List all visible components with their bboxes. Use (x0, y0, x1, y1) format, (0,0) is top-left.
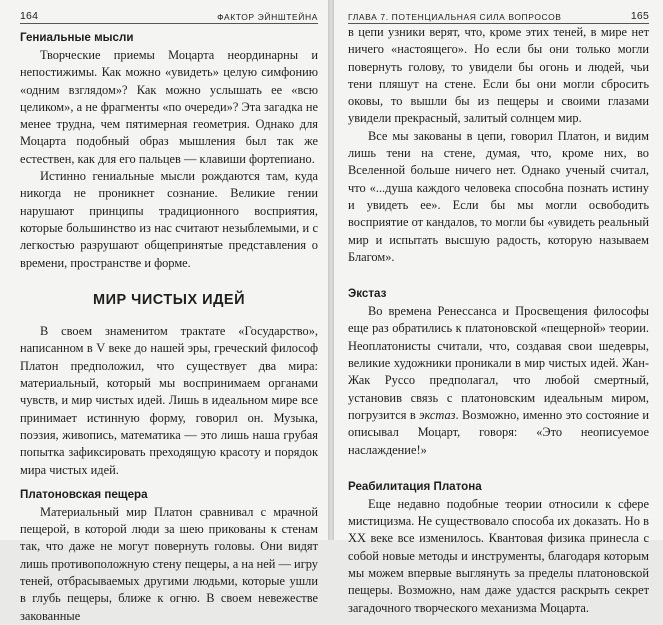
subhead-ecstasy: Экстаз (348, 287, 387, 301)
subhead-genius-thoughts: Гениальные мысли (20, 31, 134, 44)
text-run: . Возможно, именно это состояние и описывал Моцарт, говоря: «Это неописуемое наслаждение!» (348, 407, 649, 457)
right-running-head (348, 6, 649, 24)
running-head-title: ГЛАВА 7. ПОТЕНЦИАЛЬНАЯ СИЛА ВОПРОСОВ (348, 12, 562, 22)
subhead-plato-rehabilitation: Реабилитация Платона (348, 479, 482, 493)
left-running-head (20, 6, 318, 24)
section-title: МИР ЧИСТЫХ ИДЕЙ (92, 291, 246, 308)
left-page-body (20, 30, 318, 625)
page-number: 165 (630, 10, 649, 22)
text-run: Во времена Ренессанса и Просвещения философы еще раз обратились к платоновской «пещерной» теории. Неоплатонисты считали, что, создавая свои шедевры, великие художники проникали в мир чистых идей. Жан-Жак Руссо предполагал, что любой смертный, установив связь с платоновским идеальным миром, погрузится в (348, 304, 649, 422)
page-number: 164 (20, 10, 39, 22)
running-head-title: ФАКТОР ЭЙНШТЕЙНА (217, 12, 318, 22)
right-page (334, 0, 663, 615)
right-page-body (348, 24, 649, 617)
left-page (0, 0, 328, 623)
emphasis: экстаз (419, 407, 456, 422)
paragraph: Творческие приемы Моцарта неординарны и непостижимы. Как можно «увидеть» целую симфонию «одним взглядом»? Как можно услышать ее «всю целиком», а не фрагменты «по очереди»? Эта загадка не менее трудна, чем пятимерная геометрия. Однако для Моцарта подобный образ мышления был так же естествен, как для его пальцев — клавиши фортепиано. (20, 48, 318, 166)
paragraph: в цепи узники верят, что, кроме этих теней, в мире нет ничего «настоящего». Но если бы они только могли повернуть голову, то увидели бы огонь и людей, чьи тени пляшут на стене. Если бы они могли сбросить оковы, то вышли бы из пещеры и своими глазами увидели прекрасный, залитый солнцем мир. (348, 25, 649, 126)
paragraph: Еще недавно подобные теории относили к сфере мистицизма. Не существовало способа их доказать. Но в XX веке все изменилось. Квантовая физика принесла с собой новые методы и инструменты, благодаря которым мы можем впервые выглянуть за пределы платоновской пещеры. Возможно, нам даже удастся раскрыть секрет загадочного творческого механизма Моцарта. (348, 496, 649, 615)
paragraph: Истинно гениальные мысли рождаются там, куда никогда не проникнет сознание. Великие гении нарушают принципы традиционного восприятия, которые большинство из нас считают незыблемыми, и с легкостью разрушают общепринятые представления о времени, пространстве и форме. (20, 169, 318, 270)
paragraph: Все мы закованы в цепи, говорил Платон, и видим лишь тени на стене, думая, что, кроме них, во Вселенной больше ничего нет. Однако ученый считал, что «...душа каждого человека способна познать истину и увидеть ее». Если бы мы могли освободить восприятие от кандалов, то могли бы «увидеть реальный мир и испытать высшую радость, которую называем Благом». (348, 128, 649, 264)
paragraph: Материальный мир Платон сравнивал с мрачной пещерой, в которой люди за шею прикованы к стенам так, что даже не могут повернуть головы. Они видят лишь противоположную стену пещеры, а на ней — игру теней, отбрасываемых другими людьми, которые ушли в глубь пещеры, ближе к огню. В своем невежестве закованные (20, 504, 318, 623)
paragraph: В своем знаменитом трактате «Государство», написанном в V веке до нашей эры, греческий философ Платон предположил, что существует два мира: материальный, который мы воспринимаем органами чувств, и мир чистых идей. Лишь в идеальном мире все принимает истинную форму, говорил он. Музыка, поэзия, живопись, математика — это лишь наша грубая попытка зафиксировать преходящую красоту и порядок мира чистых идей. (20, 324, 318, 477)
paragraph (348, 303, 649, 459)
subhead-plato-cave: Платоновская пещера (20, 487, 148, 501)
